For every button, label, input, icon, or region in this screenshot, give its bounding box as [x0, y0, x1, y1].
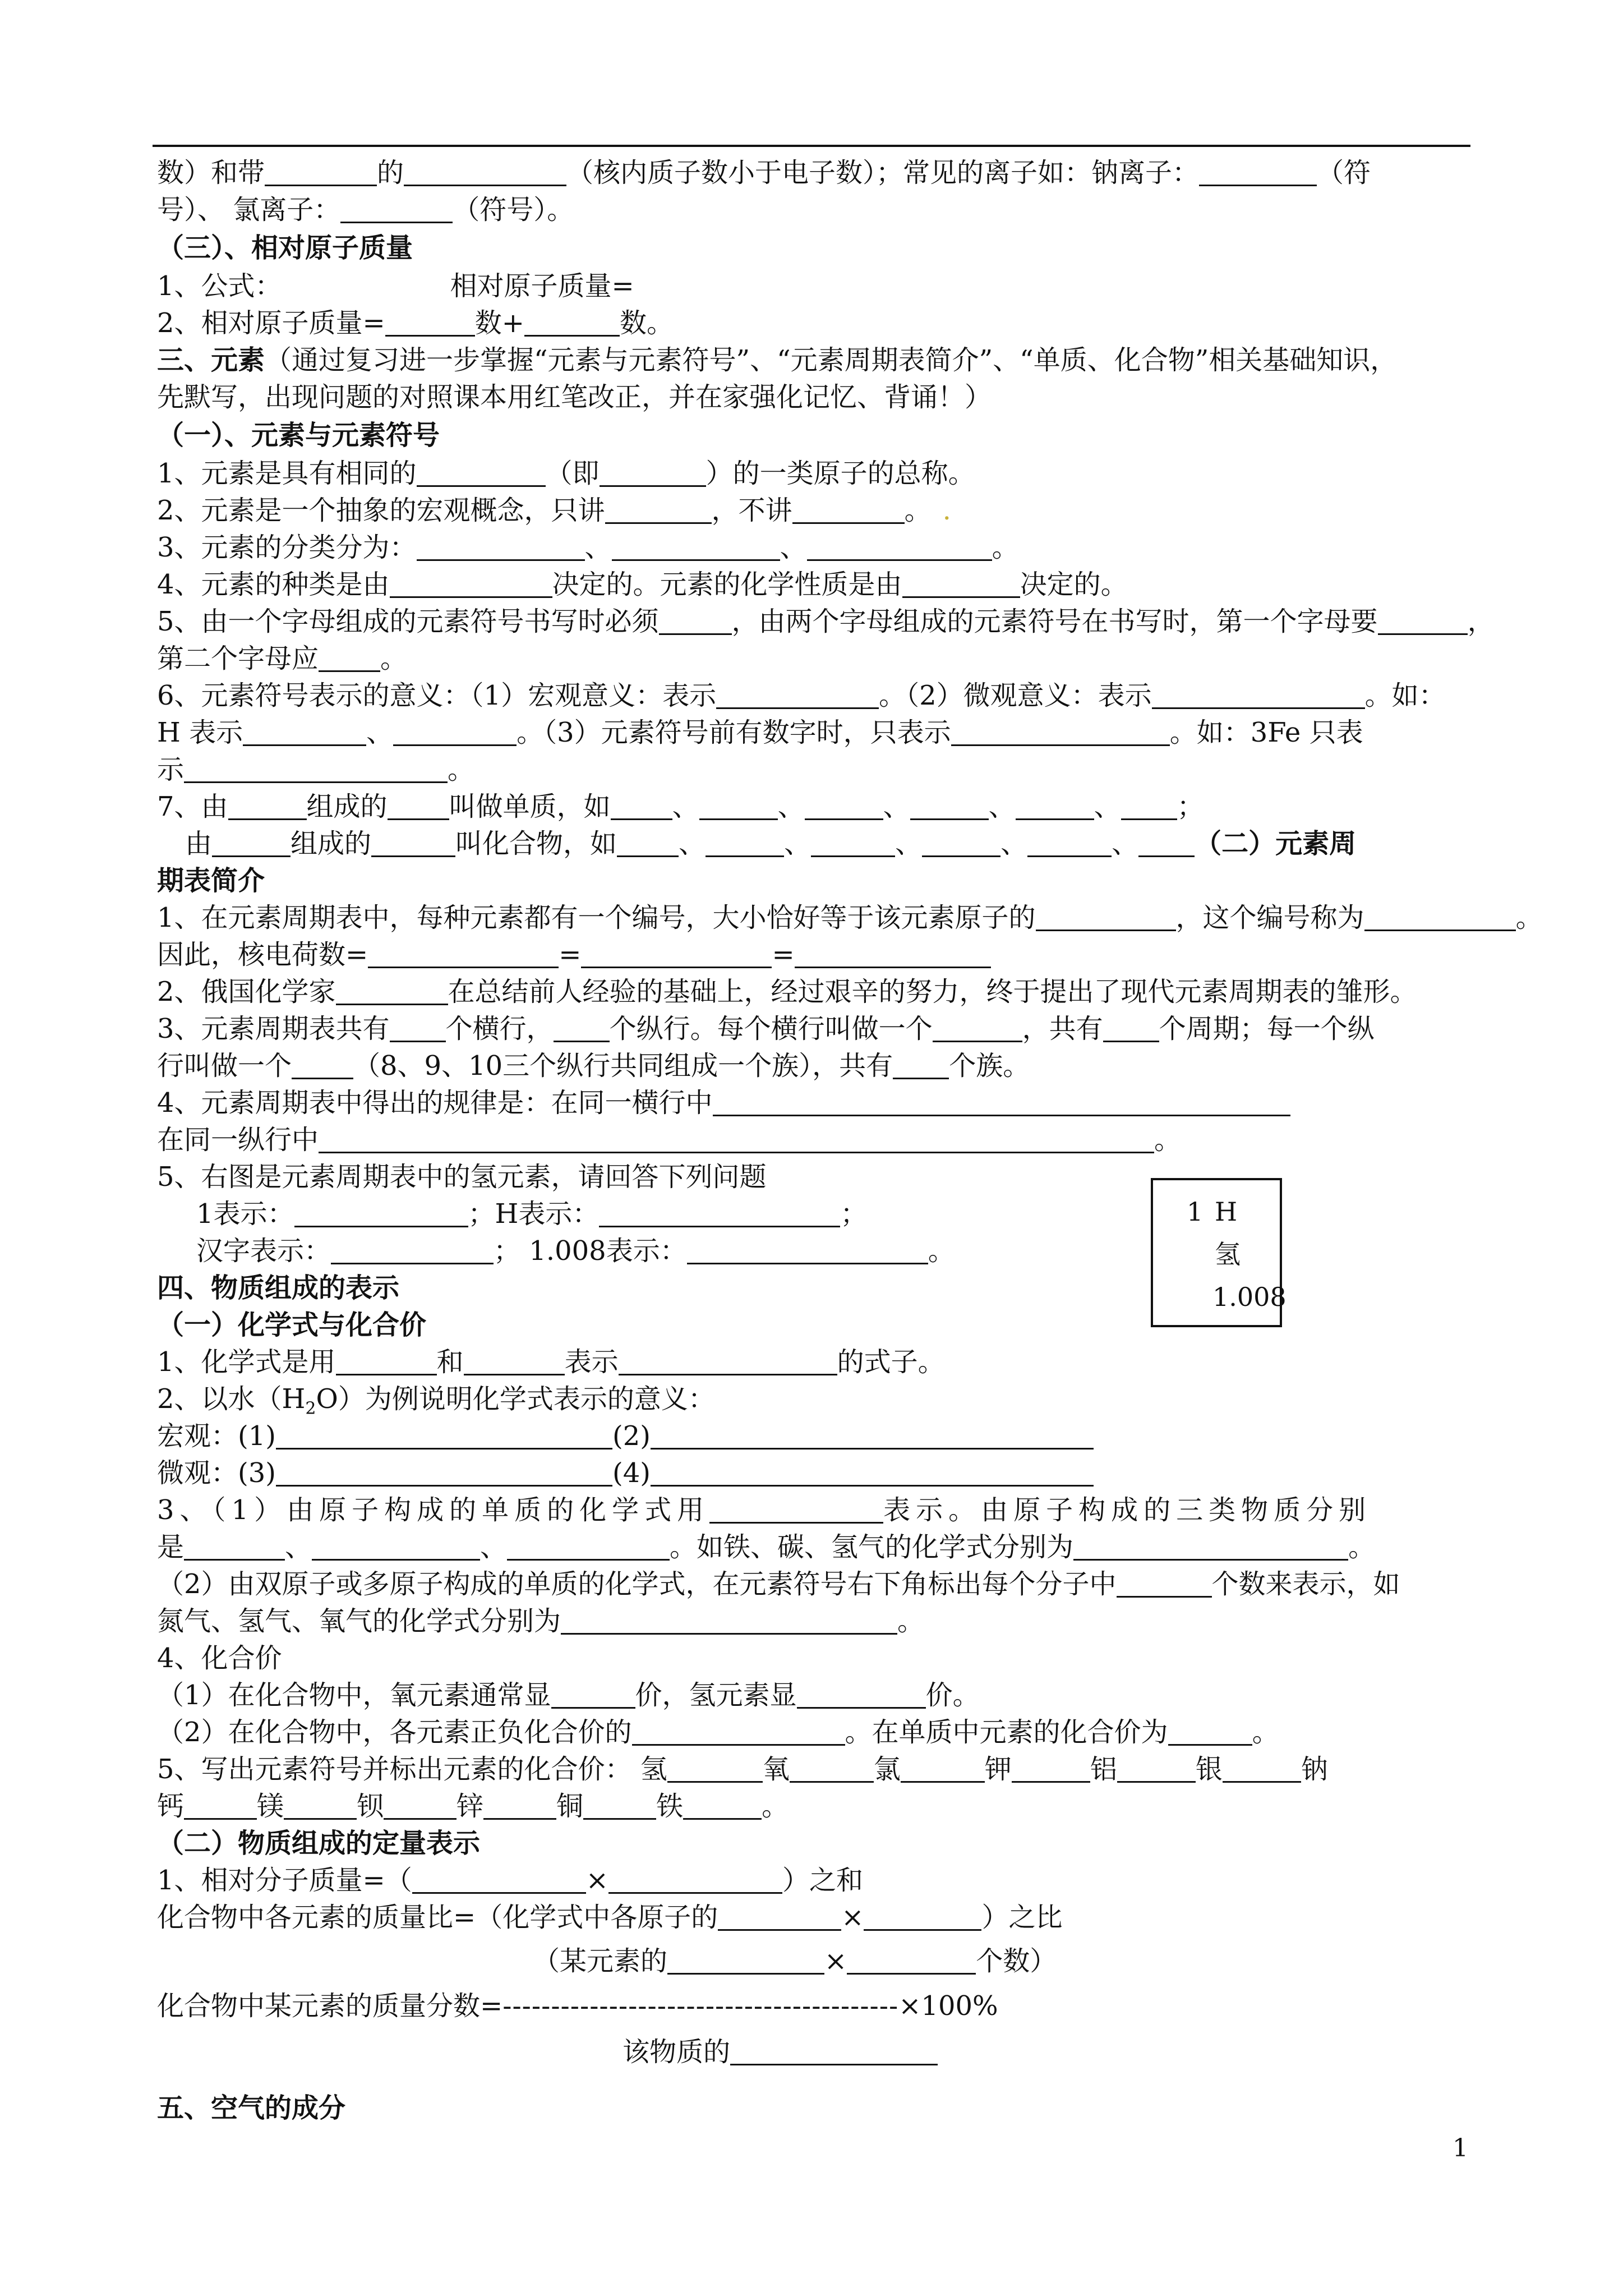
text: 银: [1195, 1754, 1223, 1785]
text: （通过复习进一步掌握“元素与元素符号”、“元素周期表简介”、“单质、化合物”相关基础知识，: [265, 344, 1398, 376]
text: ，共有: [1022, 1013, 1103, 1045]
text-line: [157, 786, 1475, 827]
subscript: 2: [305, 1398, 316, 1419]
text: 。: [992, 532, 1019, 563]
text: 3、元素周期表共有: [157, 1013, 390, 1045]
text: 4、元素的种类是由: [157, 569, 390, 600]
text-line: [533, 1941, 1430, 1981]
element-symbol: H: [1215, 1197, 1238, 1227]
text: ）的一类原子的总称。: [706, 458, 975, 489]
blank: [524, 307, 620, 337]
blank: [687, 1235, 928, 1264]
blank: [922, 827, 1000, 857]
text: 个族。: [949, 1050, 1030, 1082]
blank: [292, 1050, 353, 1079]
text: 由: [185, 828, 213, 859]
text: 、: [1112, 828, 1139, 859]
text: ×: [824, 1945, 847, 1977]
text: 个纵行。每个横行叫做一个: [609, 1013, 933, 1045]
blank: [243, 716, 366, 746]
text: 和: [436, 1346, 464, 1378]
text: 、: [895, 828, 923, 859]
blank: [1103, 1013, 1159, 1042]
text: ；H表示：: [468, 1198, 600, 1230]
text-line: [185, 823, 1475, 864]
text: （某元素的: [533, 1945, 668, 1977]
blank: [713, 1087, 1290, 1116]
text: 是: [157, 1531, 185, 1563]
blank: [385, 307, 475, 337]
text-line: [157, 1453, 1475, 1493]
text: 钾: [984, 1754, 1012, 1785]
blank: [390, 568, 552, 598]
blank: [276, 1420, 612, 1450]
blank: [807, 531, 992, 561]
section-heading: 四、物质组成的表示: [157, 1272, 400, 1304]
section-heading: （一）化学式与化合价: [157, 1309, 427, 1341]
text: 、: [777, 791, 805, 822]
text: 铝: [1090, 1754, 1117, 1785]
text: H 表示: [157, 717, 243, 748]
text: 、: [784, 828, 811, 859]
text: 1、在元素周期表中，每种元素都有一个编号，大小恰好等于该元素原子的: [157, 902, 1036, 933]
text-line: [157, 1564, 1475, 1604]
text: 6、元素符号表示的意义：（1）宏观意义：表示: [157, 680, 717, 711]
blank: [611, 790, 672, 820]
text-line: [157, 340, 1475, 380]
text: 2、俄国化学家: [157, 976, 336, 1007]
text: 。如铁、碳、氢气的化学式分别为: [670, 1531, 1074, 1563]
text: 、: [366, 717, 394, 748]
text: 该物质的: [623, 2036, 731, 2068]
blank: [1168, 1716, 1252, 1746]
section-heading: （三）、相对原子质量: [157, 232, 413, 264]
text: 表示。由原子构成的三类物质分别: [883, 1494, 1372, 1526]
text-line: [157, 1986, 1475, 2026]
text-line: [157, 749, 1475, 790]
blank: [1027, 827, 1112, 857]
text: 。: [1154, 1124, 1182, 1156]
text-line: [157, 1675, 1475, 1715]
header-rule: [153, 145, 1470, 147]
text: ；: [840, 1198, 868, 1230]
text-line: [157, 453, 1475, 494]
text: 氧: [762, 1754, 790, 1785]
text: 1表示：: [196, 1198, 294, 1230]
text: 叫化合物，如: [455, 828, 617, 859]
text: 在总结前人经验的基础上，经过艰辛的努力，终于提出了现代元素周期表的雏形。: [448, 976, 1417, 1007]
blank: [1117, 1753, 1196, 1783]
blank: [371, 827, 455, 857]
text-line: [157, 1786, 1475, 1826]
text: 、: [988, 791, 1016, 822]
text: 铁: [656, 1791, 684, 1822]
blank: [276, 1457, 612, 1487]
text-line: [157, 972, 1475, 1012]
text: 宏观：(1): [157, 1420, 276, 1452]
blank: [847, 1945, 976, 1975]
text: 数。: [620, 307, 674, 339]
blank: [1199, 157, 1317, 186]
text: （8、9、10三个纵行共同组成一个族），共有: [353, 1050, 893, 1082]
text: 1、公式：: [157, 270, 282, 302]
text: ；: [1177, 791, 1204, 822]
text-line: [157, 1009, 1475, 1049]
text-line: [157, 935, 1475, 975]
blank: [331, 1235, 494, 1264]
blank: [730, 2036, 938, 2065]
text: 价，氢元素显: [635, 1680, 797, 1711]
blank: [581, 938, 772, 968]
text: 微观：(3): [157, 1457, 276, 1489]
text: 、: [1094, 791, 1121, 822]
text-line: [157, 712, 1475, 753]
text: 2、相对原子质量=: [157, 307, 385, 339]
text: ×100%: [898, 1990, 998, 2022]
text-line: [157, 303, 1475, 343]
page-number: 1: [1453, 2134, 1468, 2162]
blank: [612, 531, 780, 561]
blank: [388, 790, 449, 820]
blank: [651, 1420, 1094, 1450]
text: 个横行，: [445, 1013, 554, 1045]
text: 、: [480, 1531, 508, 1563]
text: 、: [1000, 828, 1028, 859]
blank: [312, 1531, 480, 1561]
blank: [417, 531, 585, 561]
blank: [933, 1013, 1022, 1042]
text: 。: [1348, 1531, 1376, 1563]
text-line: [157, 601, 1495, 642]
blank: [632, 1716, 845, 1746]
blank: [864, 1901, 981, 1931]
text: （核内质子数小于电子数）；常见的离子如：钠离子：: [566, 157, 1200, 188]
section-heading: 五、空气的成分: [157, 2092, 346, 2124]
text: ； 1.008表示：: [494, 1235, 687, 1267]
text-line: [157, 1379, 1475, 1419]
text: 个周期；每一个纵: [1159, 1013, 1375, 1045]
blank: [608, 1864, 782, 1894]
text: 5、由一个字母组成的元素符号书写时必须: [157, 606, 659, 637]
blank: [797, 1679, 926, 1709]
blank: [228, 790, 307, 820]
text: 氮气、氢气、氧气的化学式分别为: [157, 1605, 561, 1637]
text: 1、元素是具有相同的: [157, 458, 417, 489]
blank: [792, 494, 905, 524]
text: 。: [380, 643, 408, 674]
text: 化合物中各元素的质量比=（化学式中各原子的: [157, 1902, 718, 1933]
text: 、: [780, 532, 807, 563]
text: 。: [1252, 1717, 1279, 1748]
text: =: [559, 939, 582, 970]
text-line: [157, 1749, 1475, 1789]
text: （符号）。: [453, 194, 574, 226]
text: 。: [1515, 902, 1543, 933]
blank: [1152, 679, 1365, 709]
text: 。: [928, 1235, 955, 1267]
blank: [683, 1790, 762, 1820]
blank: [554, 1013, 610, 1042]
text-line: [157, 1120, 1475, 1160]
blank: [507, 1531, 670, 1561]
text: 示: [157, 754, 185, 785]
blank: [1223, 1753, 1301, 1783]
text: 。: [904, 495, 932, 526]
text: 、: [285, 1531, 312, 1563]
blank: [893, 1050, 949, 1079]
text-line: [623, 2032, 1408, 2072]
text: 。: [762, 1791, 789, 1822]
text: (4): [612, 1457, 651, 1489]
text: ×: [585, 1865, 608, 1896]
text: 、: [672, 791, 699, 822]
blank: [599, 1198, 840, 1227]
text-line: [196, 1231, 1122, 1271]
text: 3、元素的分类分为：: [157, 532, 417, 563]
blank: [1016, 790, 1094, 820]
fraction-bar: -----------------------------------------: [502, 1990, 899, 2022]
text: 的式子。: [837, 1346, 945, 1378]
text: ×: [841, 1902, 864, 1933]
text-line: 5、右图是元素周期表中的氢元素，请回答下列问题: [157, 1161, 767, 1193]
blank: [265, 157, 377, 186]
text: （即: [545, 458, 600, 489]
text: 1、相对分子质量=（: [157, 1865, 412, 1896]
text: 钡: [357, 1791, 384, 1822]
blank: [651, 1457, 1094, 1487]
text: 镁: [257, 1791, 284, 1822]
text: 。如：3Fe 只表: [1169, 717, 1363, 748]
text: 相对原子质量=: [450, 270, 634, 302]
blank: [368, 938, 559, 968]
text-line: [157, 190, 1475, 230]
text: 钠: [1301, 1754, 1328, 1785]
blank: [619, 1346, 837, 1375]
text-line: [157, 1046, 1475, 1086]
text-line: [157, 564, 1475, 605]
blank: [951, 716, 1170, 746]
text: 行叫做一个: [157, 1050, 292, 1082]
blank: [901, 1753, 985, 1783]
blank: [600, 457, 706, 487]
blank: [718, 1901, 841, 1931]
text: （1）在化合物中，氧元素通常显: [157, 1680, 551, 1711]
text: 价。: [925, 1680, 980, 1711]
blank: [319, 642, 380, 672]
text-line: [157, 1342, 1475, 1382]
blank: [384, 1790, 457, 1820]
text: =: [772, 939, 795, 970]
text-line: [157, 527, 1475, 568]
text: 4、元素周期表中得出的规律是：在同一横行中: [157, 1087, 713, 1119]
text: 决定的。: [1020, 569, 1128, 600]
blank: [284, 1790, 357, 1820]
text-line: [157, 638, 1475, 679]
text: 钙: [157, 1791, 185, 1822]
text: ）之和: [782, 1865, 863, 1896]
blank: [910, 790, 989, 820]
text: 。（2）微观意义：表示: [879, 680, 1152, 711]
text-line: [157, 266, 1475, 306]
text: ）之比: [981, 1902, 1063, 1933]
text: 叫做单质，如: [449, 791, 611, 822]
text: 、: [679, 828, 706, 859]
element-name: 氢: [1215, 1239, 1241, 1269]
blank: [483, 1790, 556, 1820]
section-heading: 期表简介: [157, 865, 265, 896]
blank: [212, 827, 291, 857]
text: 数）和带: [157, 157, 265, 188]
blank: [1073, 1531, 1348, 1561]
blank: [417, 457, 546, 487]
text: 氯: [873, 1754, 901, 1785]
blank: [340, 194, 453, 223]
blank: [706, 827, 784, 857]
text: 数+: [474, 307, 524, 339]
blank: [412, 1864, 586, 1894]
blank: [1012, 1753, 1090, 1783]
section-heading: 三、元素: [157, 344, 265, 376]
text: ，由两个字母组成的元素符号在书写时，第一个字母要: [731, 606, 1378, 637]
blank: [184, 753, 448, 783]
text: 3、（1）由原子构成的单质的化学式用: [157, 1494, 710, 1526]
text-line: [157, 1527, 1475, 1567]
text: （2）在化合物中，各元素正负化合价的: [157, 1717, 632, 1748]
text: 汉字表示：: [196, 1235, 331, 1267]
blank: [605, 494, 712, 524]
blank: [393, 716, 517, 746]
text-line: [157, 1860, 1475, 1901]
blank: [390, 1013, 446, 1042]
text: 2、以水（H: [157, 1383, 306, 1415]
blank: [583, 1790, 656, 1820]
blank: [795, 938, 991, 968]
atomic-mass: 1.008: [1212, 1282, 1287, 1312]
text-line: 4、化合价: [157, 1642, 282, 1674]
text: 5、写出元素符号并标出元素的化合价： 氢: [157, 1754, 667, 1785]
blank: [1117, 1568, 1212, 1598]
blank: [805, 790, 883, 820]
text: 、: [883, 791, 910, 822]
text: 1、化学式是用: [157, 1346, 336, 1378]
text-line: [157, 1416, 1475, 1456]
text: 表示: [564, 1346, 619, 1378]
text-line: [157, 1897, 1475, 1938]
text-line: [157, 1712, 1475, 1752]
text-line: [196, 1194, 1122, 1234]
blank: [1378, 605, 1468, 635]
text: 化合物中某元素的质量分数=: [157, 1990, 503, 2022]
text: 个数来表示，如: [1211, 1568, 1400, 1600]
text: 2、元素是一个抽象的宏观概念，只讲: [157, 495, 605, 526]
blank: [319, 1124, 1154, 1153]
text: （2）由双原子或多原子构成的单质的化学式，在元素符号右下角标出每个分子中: [157, 1568, 1117, 1600]
text: 铜: [556, 1791, 584, 1822]
text-line: [157, 1601, 1475, 1641]
text: 号）、 氯离子：: [157, 194, 341, 226]
text: 在同一纵行中: [157, 1124, 319, 1156]
text: 因此，核电荷数=: [157, 939, 368, 970]
blank: [617, 827, 679, 857]
blank: [184, 1790, 257, 1820]
text: 锌: [457, 1791, 484, 1822]
text: ，: [1467, 606, 1495, 637]
blank: [336, 1346, 437, 1375]
blank: [790, 1753, 874, 1783]
text: 第二个字母应: [157, 643, 319, 674]
text: 。: [897, 1605, 925, 1637]
blank: [659, 605, 732, 635]
text: 。在单质中元素的化合价为: [845, 1717, 1168, 1748]
blank: [1036, 901, 1176, 931]
text: (2): [612, 1420, 651, 1452]
text: ，不讲: [711, 495, 792, 526]
blank: [902, 568, 1020, 598]
section-heading: （二）元素周: [1195, 828, 1357, 859]
text-line: [157, 675, 1475, 716]
text: 个数）: [976, 1945, 1057, 1977]
text: 组成的: [291, 828, 372, 859]
text-line: [157, 898, 1543, 938]
text-line: 先默写，出现问题的对照课本用红笔改正，并在家强化记忆、背诵！）: [157, 381, 992, 413]
text-line: [157, 1490, 1475, 1530]
text: （符: [1317, 157, 1371, 188]
text: 7、由: [157, 791, 228, 822]
text-line: 2、元素是一个抽象的宏观概念，只讲 ，不讲 。 .: [157, 495, 951, 526]
blank: [336, 976, 448, 1005]
blank: [1121, 790, 1177, 820]
blank: [294, 1198, 468, 1227]
text: 组成的: [306, 791, 388, 822]
text: O）为例说明化学式表示的意义：: [316, 1383, 715, 1415]
blank: [551, 1679, 635, 1709]
blank: [811, 827, 895, 857]
blank: [561, 1605, 897, 1635]
text: ，这个编号称为: [1175, 902, 1364, 933]
text: 。: [448, 754, 475, 785]
section-heading: （二）物质组成的定量表示: [157, 1828, 481, 1859]
text: 。（3）元素符号前有数字时，只表示: [517, 717, 951, 748]
blank: [1364, 901, 1516, 931]
text: 、: [584, 532, 612, 563]
blank: [667, 1753, 763, 1783]
text: 。如：: [1364, 680, 1446, 711]
atomic-number: 1: [1187, 1197, 1204, 1227]
blank: [699, 790, 778, 820]
text: 决定的。元素的化学性质是由: [552, 569, 902, 600]
blank: [464, 1346, 565, 1375]
blank: [667, 1945, 824, 1975]
blank: [1138, 827, 1195, 857]
blank: [184, 1531, 285, 1561]
section-heading: （一）、元素与元素符号: [157, 420, 440, 451]
blank: [404, 157, 566, 186]
text: 的: [377, 157, 404, 188]
blank: [709, 1494, 883, 1524]
text-line: [157, 1083, 1475, 1123]
blank: [716, 679, 879, 709]
text-line: [157, 153, 1475, 193]
